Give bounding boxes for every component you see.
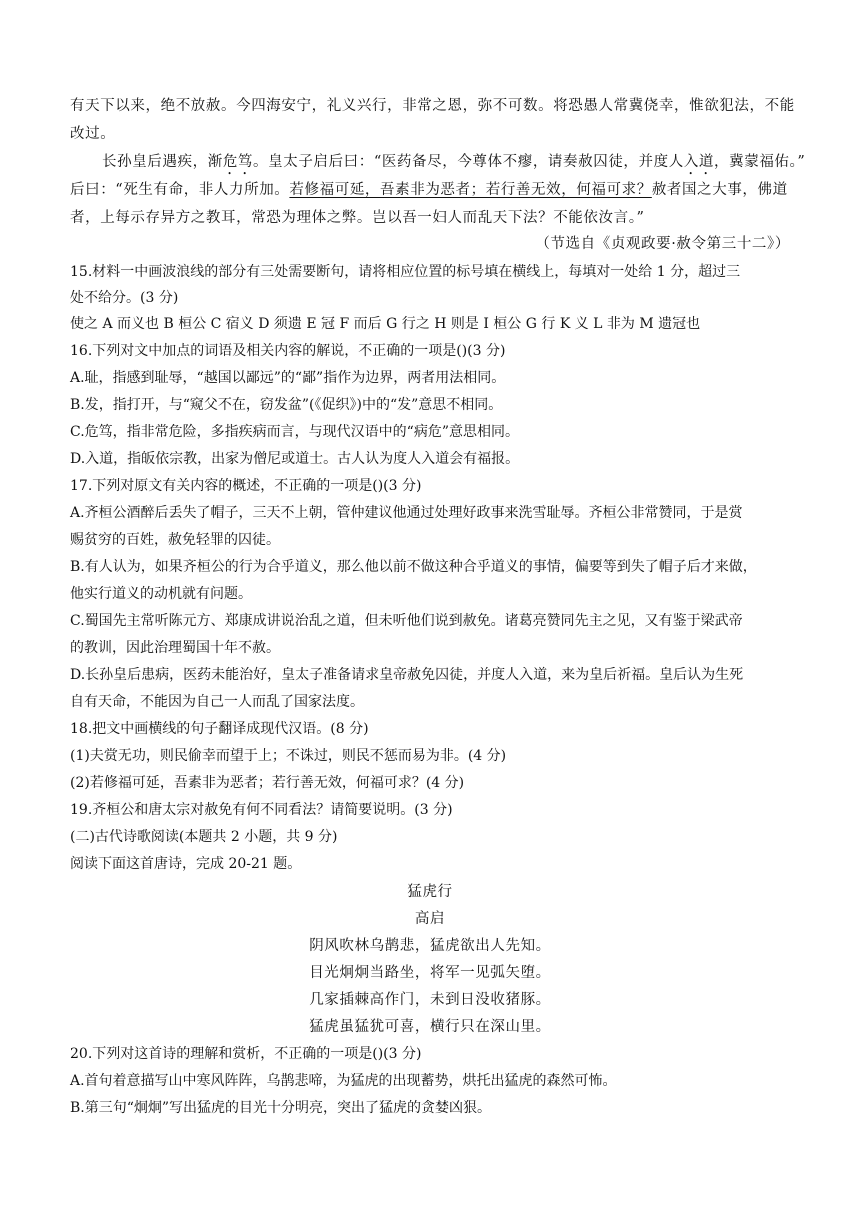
underlined-sentence: 若修福可延，吾素非为恶者；若行善无效，何福可求？ (289, 182, 652, 198)
question-18-1: (1)夫赏无功，则民偷幸而望于上；不诛过，则民不惩而易为非。(4 分) (70, 748, 507, 764)
option-a-cont: 赐贫穷的百姓，赦免轻罪的囚徒。 (70, 532, 280, 548)
passage-line: 者，上每示存异方之教耳，常恐为理体之弊。岂以吾一妇人而乱天下法？不能依汝言。” (70, 210, 645, 226)
option-a: A.首句着意描写山中寒风阵阵，乌鹊悲啼，为猛虎的出现蓄势，烘托出猛虎的森然可怖。 (70, 1073, 617, 1089)
question-16-stem: 16.下列对文中加点的词语及相关内容的解说，不正确的一项是()(3 分) (70, 343, 506, 359)
option-c-cont: 的教训，因此治理蜀国十年不赦。 (70, 640, 280, 656)
section-intro: 阅读下面这首唐诗，完成 20-21 题。 (70, 856, 302, 872)
passage-line: 有天下以来，绝不放赦。今四海安宁，礼义兴行，非常之恩，弥不可数。将恐愚人常冀侥幸，惟欲犯法，不能 (70, 98, 795, 114)
passage-text: 。皇太子启后曰：“医药备尽，今尊体不瘳，请奏赦囚徒，并度人 (253, 154, 684, 170)
passage-paragraph (70, 180, 790, 200)
option-b: B.第三句“炯炯”写出猛虎的目光十分明亮，突出了猛虎的贪婪凶狠。 (70, 1100, 492, 1116)
question-18-stem: 18.把文中画横线的句子翻译成现代汉语。(8 分) (70, 721, 369, 737)
question-19-stem: 19.齐桓公和唐太宗对赦免有何不同看法？请简要说明。(3 分) (70, 802, 453, 818)
poem-author: 高启 (414, 911, 446, 927)
question-15: 15.材料一中画波浪线的部分有三处需要断句，请将相应位置的标号填在横线上，每填对一处给 1 分，超过三 (70, 264, 741, 280)
option-c: C.蜀国先主常听陈元方、郑康成讲说治乱之道，但未听他们说到赦免。诸葛亮赞同先主之见，又有鉴于梁武帝 (70, 613, 743, 629)
passage-line: 改过。 (70, 126, 116, 142)
passage-text: 赦者国之大事，佛道 (651, 182, 788, 198)
section-heading: (二)古代诗歌阅读(本题共 2 小题，共 9 分) (70, 829, 338, 845)
dotted-word: 入道 (683, 154, 715, 170)
option-d-cont: 自有天命，不能因为自己一人而乱了国家法度。 (70, 694, 364, 710)
passage-text: ，冀蒙福佑。” (714, 154, 806, 170)
poem-line: 猛虎虽猛犹可喜，横行只在深山里。 (309, 1019, 551, 1035)
question-15-cont: 处不给分。(3 分) (70, 290, 179, 306)
option-d: D.长孙皇后患病，医药未能治好，皇太子准备请求皇帝赦免囚徒，并度人入道，来为皇后祈福。皇后认为生死 (70, 667, 744, 683)
poem-line: 阴风吹林乌鹊悲，猛虎欲出人先知。 (309, 938, 551, 954)
passage-text: 长孙皇后遇疾，渐 (102, 154, 223, 170)
option-b-cont: 他实行道义的动机就有问题。 (70, 586, 252, 602)
question-17-stem: 17.下列对原文有关内容的概述，不正确的一项是()(3 分) (70, 478, 422, 494)
dotted-word: 危笃 (222, 154, 254, 170)
poem-line: 几家插棘高作门，未到日没收猪豚。 (309, 992, 551, 1008)
option-d: D.入道，指皈依宗教，出家为僧尼或道士。古人认为度人入道会有福报。 (70, 451, 520, 467)
option-c: C.危笃，指非常危险，多指疾病而言，与现代汉语中的“病危”意思相同。 (70, 424, 519, 440)
passage-text: 后曰：“死生有命，非人力所加。 (70, 182, 290, 198)
option-a: A.齐桓公酒醉后丢失了帽子，三天不上朝，管仲建议他通过处理好政事来洗雪耻辱。齐桓公非常赞同，于是赏 (70, 505, 743, 521)
poem-line: 目光炯炯当路坐，将军一见弧矢堕。 (309, 965, 551, 981)
question-20-stem: 20.下列对这首诗的理解和赏析，不正确的一项是()(3 分) (70, 1046, 422, 1062)
option-b: B.有人认为，如果齐桓公的行为合乎道义，那么他以前不做这种合乎道义的事情，偏要等到失了帽子后才来做， (70, 559, 757, 575)
source-citation: （节选自《贞观政要·赦令第三十二》） (535, 236, 790, 252)
passage-paragraph (102, 152, 806, 178)
option-b: B.发，指打开，与“窥父不在，窃发盆”(《促织》)中的“发”意思不相同。 (70, 397, 503, 413)
question-18-2: (2)若修福可延，吾素非为恶者；若行善无效，何福可求？(4 分) (70, 775, 465, 791)
question-15-text: 使之 A 而义也 B 桓公 C 宿义 D 须遗 E 冠 F 而后 G 行之 H 则是 I 桓公 G 行 K 义 L 非为 M 遗冠也 (70, 316, 701, 332)
option-a: A.耻，指感到耻辱，“越国以鄙远”的“鄙”指作为边界，两者用法相同。 (70, 370, 506, 386)
poem-title: 猛虎行 (407, 884, 453, 900)
